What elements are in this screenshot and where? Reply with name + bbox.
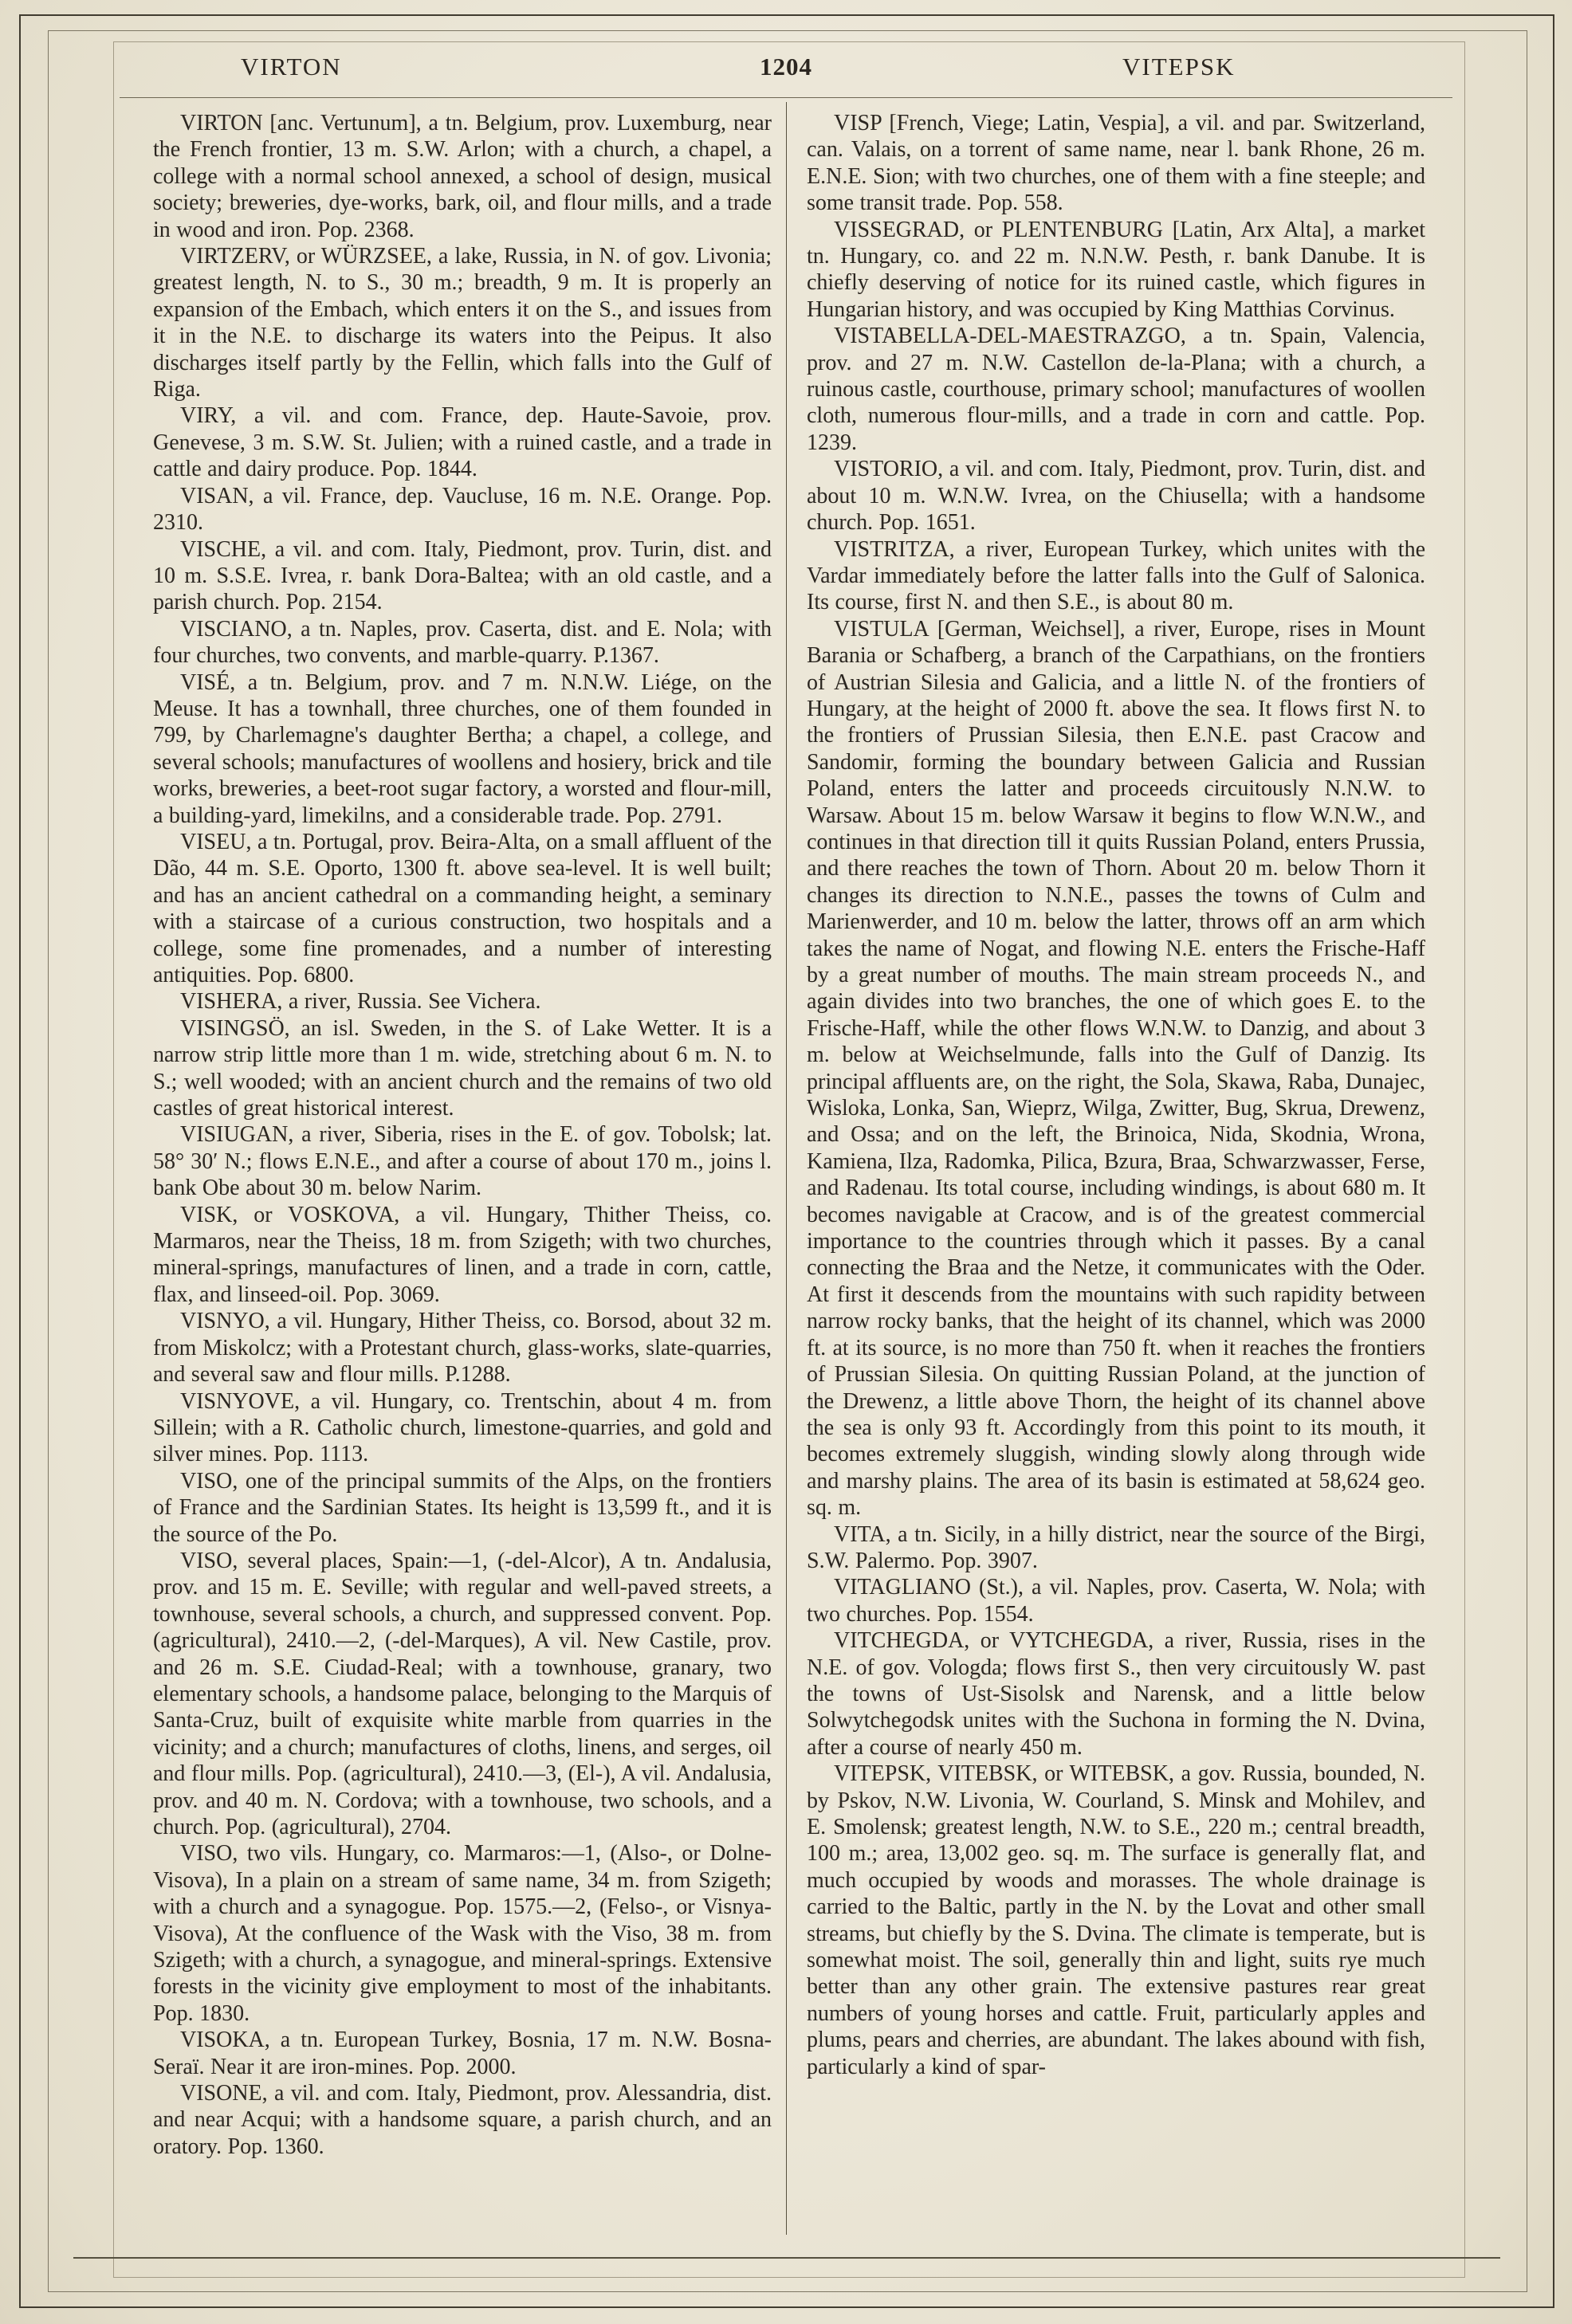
- entry: VISOKA, a tn. European Turkey, Bosnia, 17 m. N.W. Bosna-Seraï. Near it are iron-mines. Pop. 2000.: [153, 2028, 772, 2079]
- page-number: 1204: [760, 53, 812, 80]
- entry: VISO, several places, Spain:—1, (-del-Alcor), A tn. Andalusia, prov. and 15 m. E. Seville; with regular and well-paved streets, a townhouse, several schools, a church, and suppressed convent. Pop. (agricultural), 2410.—2, (-del-Marques), A vil. New Castile, prov. and 26 m. S.E. Ciudad-Real; with a townhouse, granary, two elementary schools, a handsome palace, belonging to the Marquis of Santa-Cruz, built of exquisite white marble from quarries in the vicinity; and a church; manufactures of cloths, linens, and serges, oil and flour mills. Pop. (agricultural), 2410.—3, (El-), A vil. Andalusia, prov. and 40 m. N. Cordova; with a townhouse, two schools, and a church. Pop. (agricultural), 2704.: [153, 1548, 772, 1839]
- entry: VIRY, a vil. and com. France, dep. Haute-Savoie, prov. Genevese, 3 m. S.W. St. Julien; with a ruined castle, and a trade in cattle and dairy produce. Pop. 1844.: [153, 403, 772, 482]
- entry: VISO, one of the principal summits of the Alps, on the frontiers of France and the Sardinian States. Its height is 13,599 ft., and it is the source of the Po.: [153, 1468, 772, 1547]
- entry: VISHERA, a river, Russia. See Vichera.: [180, 989, 541, 1015]
- entry: VISCHE, a vil. and com. Italy, Piedmont, prov. Turin, dist. and 10 m. S.S.E. Ivrea, r. bank Dora-Baltea; with an old castle, and a parish church. Pop. 2154.: [153, 536, 772, 615]
- entry: VISCIANO, a tn. Naples, prov. Caserta, dist. and E. Nola; with four churches, two convents, and marble-quarry. P.1367.: [153, 616, 772, 669]
- header-rule: [120, 97, 1452, 98]
- entry: VISINGSÖ, an isl. Sweden, in the S. of Lake Wetter. It is a narrow strip little more than 1 m. wide, stretching about 6 m. N. to S.; well wooded; with an ancient church and the remains of two old castles of great historical interest.: [153, 1015, 772, 1121]
- entry: VISNYO, a vil. Hungary, Hither Theiss, co. Borsod, about 32 m. from Miskolcz; with a Protestant church, glass-works, slate-quarries, and several saw and flour mills. P.1288.: [153, 1309, 772, 1388]
- entry: VIRTON [anc. Vertunum], a tn. Belgium, prov. Luxemburg, near the French frontier, 13 m. S.W. Arlon; with a church, a chapel, a college with a normal school annexed, a school of design, musical society; breweries, dye-works, bark, oil, and flour mills, and a trade in wood and iron. Pop. 2368.: [153, 111, 772, 242]
- entry: VISTORIO, a vil. and com. Italy, Piedmont, prov. Turin, dist. and about 10 m. W.N.W. Ivrea, on the Chiusella; with a handsome church. Pop. 1651.: [807, 457, 1425, 536]
- entry: VISAN, a vil. France, dep. Vaucluse, 16 m. N.E. Orange. Pop. 2310.: [153, 483, 772, 536]
- entry: VISTULA [German, Weichsel], a river, Europe, rises in Mount Barania or Schafberg, a branch of the Carpathians, on the frontiers of Austrian Silesia and Galicia, and a little N. of the frontiers of Hungary, at the height of 2000 ft. above the sea. It flows first N. to the frontiers of Prussian Silesia, then E.N.E. past Cracow and Sandomir, forming the boundary between Galicia and Russian Poland, enters the latter and proceeds circuitously N.N.W. to Warsaw. About 15 m. below Warsaw it begins to flow W.N.W., and continues in that direction till it quits Russian Poland, enters Prussia, and there reaches the town of Thorn. About 20 m. below Thorn it changes its direction to N.N.E., passes the towns of Culm and Marienwerder, and 10 m. below the latter, throws off an arm which takes the name of Nogat, and flowing N.E. enters the Frische-Haff by a great number of mouths. The main stream proceeds N., and again divides into two branches, the one of which goes E. to the Frische-Haff, while the other flows W.N.W. to Danzig, and about 3 m. below at Weichselmunde, falls into the Gulf of Danzig. Its principal affluents are, on the right, the Sola, Skawa, Raba, Dunajec, Wisloka, Lonka, San, Wieprz, Wilga, Zwitter, Bug, Skrua, Drewenz, and Ossa; and on the left, the Brinoica, Nida, Skodnia, Wrona, Kamiena, Ilza, Radomka, Pilica, Bzura, Braa, Schwarzwasser, Ferse, and Radenau. Its total course, including windings, is about 680 m. It becomes navigable at Cracow, and is of the greatest commercial importance to the countries through which it passes. By a canal connecting the Braa and the Netze, it communicates with the Oder. At first it descends from the mountains with such rapidity between narrow rocky banks, that the height of its channel, which was 2000 ft. at its source, is no more than 750 ft. when it reaches the frontiers of Prussian Silesia. On quitting Russian Poland, at the junction of the Drewenz, a little above Thorn, the height of its channel above the sea is only 93 ft. Accordingly from this point to its mouth, it becomes extremely sluggish, winding slowly along through wide and marshy plains. The area of its basin is estimated at 58,624 geo. sq. m.: [807, 616, 1425, 1521]
- entry: VISNYOVE, a vil. Hungary, co. Trentschin, about 4 m. from Sillein; with a R. Catholic church, limestone-quarries, and gold and silver mines. Pop. 1113.: [153, 1388, 772, 1467]
- running-head-left: VIRTON: [241, 53, 342, 80]
- bottom-rule: [73, 2257, 1500, 2259]
- left-column: [153, 110, 772, 2160]
- entry: VITCHEGDA, or VYTCHEGDA, a river, Russia, rises in the N.E. of gov. Vologda; flows first S., then very circuitously W. past the towns of Ust-Sisolsk and Narensk, and a little below Solwytchegodsk unites with the Suchona in forming the N. Dvina, after a course of nearly 450 m.: [807, 1628, 1425, 1760]
- entry: VISTABELLA-DEL-MAESTRAZGO, a tn. Spain, Valencia, prov. and 27 m. N.W. Castellon de-la-Plana; with a church, a ruinous castle, courthouse, primary school; manufactures of woollen cloth, numerous flour-mills, and a trade in corn and cattle. Pop. 1239.: [807, 324, 1425, 455]
- entry: VISP [French, Viege; Latin, Vespia], a vil. and par. Switzerland, can. Valais, on a torrent of same name, near l. bank Rhone, 26 m. E.N.E. Sion; with two churches, one of them with a fine steeple; and some transit trade. Pop. 558.: [807, 111, 1425, 216]
- entry: VISÉ, a tn. Belgium, prov. and 7 m. N.N.W. Liége, on the Meuse. It has a townhall, three churches, one of them founded in 799, by Charlemagne's daughter Bertha; a chapel, a college, and several schools; manufactures of woollens and hosiery, brick and tile works, breweries, a beet-root sugar factory, a worsted and flour-mill, a building-yard, limekilns, and a considerable trade. Pop. 2791.: [153, 669, 772, 828]
- entry: VISEU, a tn. Portugal, prov. Beira-Alta, on a small affluent of the Dão, 44 m. S.E. Oporto, 1300 ft. above sea-level. It is well built; and has an ancient cathedral on a commanding height, a seminary with a staircase of a curious construction, two hospitals and a college, some fine promenades, and a number of interesting antiquities. Pop. 6800.: [153, 829, 772, 987]
- entry: VISIUGAN, a river, Siberia, rises in the E. of gov. Tobolsk; lat. 58° 30′ N.; flows E.N.E., and after a course of about 170 m., joins l. bank Obe about 30 m. below Narim.: [153, 1122, 772, 1201]
- entry: VISK, or VOSKOVA, a vil. Hungary, Thither Theiss, co. Marmaros, near the Theiss, 18 m. from Szigeth; with two churches, mineral-springs, manufactures of linen, and a trade in corn, cattle, flax, and linseed-oil. Pop. 3069.: [153, 1202, 772, 1307]
- entry: VITAGLIANO (St.), a vil. Naples, prov. Caserta, W. Nola; with two churches. Pop. 1554.: [807, 1575, 1425, 1627]
- entry: VIRTZERV, or WÜRZSEE, a lake, Russia, in N. of gov. Livonia; greatest length, N. to S., 30 m.; breadth, 9 m. It is properly an expansion of the Embach, which enters it on the S., and issues from it in the N.E. to discharge its waters into the Peipus. It also discharges itself partly by the Fellin, which falls into the Gulf of Riga.: [153, 244, 772, 402]
- right-column: [807, 110, 1425, 2080]
- entry: VISONE, a vil. and com. Italy, Piedmont, prov. Alessandria, dist. and near Acqui; with a handsome square, a parish church, and an oratory. Pop. 1360.: [153, 2081, 772, 2159]
- entry: VISTRITZA, a river, European Turkey, which unites with the Vardar immediately before the latter falls into the Gulf of Salonica. Its course, first N. and then S.E., is about 80 m.: [807, 536, 1425, 615]
- entry: VITEPSK, VITEBSK, or WITEBSK, a gov. Russia, bounded, N. by Pskov, N.W. Livonia, W. Courland, S. Minsk and Mohilev, and E. Smolensk; greatest length, N.W. to S.E., 220 m.; central breadth, 100 m.; area, 13,002 geo. sq. m. The surface is generally flat, and much occupied by woods and morasses. The whole drainage is carried to the Baltic, partly in the N. by the Lovat and other small streams, but chiefly by the S. Dvina. The climate is temperate, but is somewhat moist. The soil, generally thin and light, suits rye much better than any other grain. The extensive pastures rear great numbers of young horses and cattle. Fruit, particularly apples and plums, pears and cherries, are abundant. The lakes abound with fish, particularly a kind of spar-: [807, 1761, 1425, 2079]
- running-head-right: VITEPSK: [1122, 53, 1236, 80]
- column-divider: [786, 102, 787, 2235]
- page-header: [0, 53, 1572, 91]
- entry: VISO, two vils. Hungary, co. Marmaros:—1, (Also-, or Dolne-Visova), In a plain on a stream of same name, 34 m. from Szigeth; with a church and a synagogue. Pop. 1575.—2, (Felso-, or Visnya-Visova), At the confluence of the Wask with the Viso, 38 m. from Szigeth; with a church, a synagogue, and mineral-springs. Extensive forests in the vicinity give employment to most of the inhabitants. Pop. 1830.: [153, 1841, 772, 2026]
- entry: VITA, a tn. Sicily, in a hilly district, near the source of the Birgi, S.W. Palermo. Pop. 3907.: [807, 1521, 1425, 1573]
- entry: VISSEGRAD, or PLENTENBURG [Latin, Arx Alta], a market tn. Hungary, co. and 22 m. N.N.W. Pesth, r. bank Danube. It is chiefly deserving of notice for its ruined castle, which figures in Hungarian history, and was occupied by King Matthias Corvinus.: [807, 217, 1425, 322]
